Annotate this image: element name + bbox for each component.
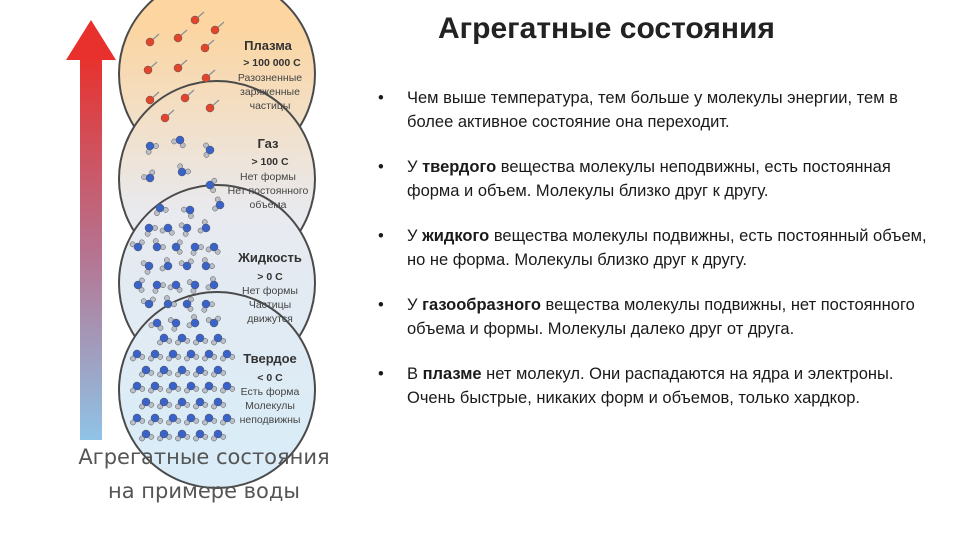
oxygen-atom	[205, 382, 213, 390]
state-name: Газ	[257, 136, 279, 151]
oxygen-atom	[196, 334, 204, 342]
oxygen-atom	[210, 319, 218, 327]
bullet-text: вещества молекулы неподвижны, есть постоянная форма и объем. Молекулы близко друг к другу.	[407, 158, 891, 200]
oxygen-atom	[178, 398, 186, 406]
oxygen-atom	[164, 262, 172, 270]
bullet-dot: •	[378, 158, 384, 176]
plasma-particle	[206, 104, 214, 112]
plasma-particle	[161, 114, 169, 122]
plasma-particle	[211, 26, 219, 34]
state-name: Жидкость	[238, 250, 302, 265]
oxygen-atom	[191, 319, 199, 327]
temperature-arrow	[66, 20, 116, 440]
plasma-particle	[144, 66, 152, 74]
oxygen-atom	[172, 281, 180, 289]
state-desc-line: неподвижны	[239, 414, 301, 426]
oxygen-atom	[223, 414, 231, 422]
oxygen-atom	[206, 181, 214, 189]
state-temp: < 0 С	[257, 372, 283, 384]
state-temp: > 100 С	[251, 156, 289, 168]
bullet-dot: •	[378, 227, 384, 245]
oxygen-atom	[153, 243, 161, 251]
state-desc-line: Разозненные	[237, 72, 303, 84]
state-desc-line: объема	[249, 199, 287, 211]
oxygen-atom	[145, 300, 153, 308]
oxygen-atom	[196, 366, 204, 374]
bullet-item	[376, 224, 936, 272]
state-desc-line: заряженные	[240, 86, 300, 98]
oxygen-atom	[160, 334, 168, 342]
oxygen-atom	[142, 366, 150, 374]
oxygen-atom	[214, 430, 222, 438]
oxygen-atom	[133, 414, 141, 422]
bullet-bold: твердого	[422, 158, 497, 176]
oxygen-atom	[146, 142, 154, 150]
oxygen-atom	[133, 382, 141, 390]
bullet-dot: •	[378, 365, 384, 383]
oxygen-atom	[153, 319, 161, 327]
state-desc-line: Нет формы	[242, 285, 298, 297]
state-desc-line: Нет формы	[240, 171, 296, 183]
bullet-dot: •	[378, 296, 384, 314]
state-name: Плазма	[244, 38, 292, 53]
state-temp: > 0 С	[257, 271, 283, 283]
oxygen-atom	[210, 243, 218, 251]
oxygen-atom	[145, 262, 153, 270]
oxygen-atom	[146, 174, 154, 182]
bullet-item	[376, 86, 936, 134]
bullet-text: У	[407, 296, 423, 314]
slide-title: Агрегатные состояния	[438, 12, 775, 45]
plasma-particle	[181, 94, 189, 102]
oxygen-atom	[187, 382, 195, 390]
plasma-particle	[146, 38, 154, 46]
oxygen-atom	[223, 382, 231, 390]
bullet-dot: •	[378, 89, 384, 107]
oxygen-atom	[151, 350, 159, 358]
plasma-particle	[191, 16, 199, 24]
oxygen-atom	[205, 414, 213, 422]
state-desc-line: Есть форма	[240, 386, 300, 398]
bullet-text: Чем выше температура, тем больше у молекулы энергии, тем в более активное состояние она переходит.	[407, 89, 898, 131]
diagram-caption-line1: Агрегатные состояния	[78, 445, 330, 469]
oxygen-atom	[145, 224, 153, 232]
oxygen-atom	[178, 334, 186, 342]
oxygen-atom	[186, 206, 194, 214]
oxygen-atom	[183, 262, 191, 270]
oxygen-atom	[160, 398, 168, 406]
plasma-particle	[174, 34, 182, 42]
bullet-text: вещества молекулы подвижны, есть постоянный объем, но не форма. Молекулы близко друг к другу.	[407, 227, 927, 269]
bullet-item	[376, 293, 936, 341]
oxygen-atom	[133, 350, 141, 358]
plasma-particle	[146, 96, 154, 104]
state-liquid-label	[237, 250, 302, 325]
state-desc-line: Частицы	[248, 299, 292, 311]
state-solid-label	[240, 351, 301, 426]
oxygen-atom	[169, 350, 177, 358]
oxygen-atom	[183, 300, 191, 308]
oxygen-atom	[169, 382, 177, 390]
oxygen-atom	[134, 243, 142, 251]
state-desc-line: Молекулы	[245, 400, 295, 412]
bullet-bold: жидкого	[422, 227, 490, 245]
state-desc-line: Нет постоянного	[227, 185, 309, 197]
oxygen-atom	[160, 366, 168, 374]
oxygen-atom	[196, 430, 204, 438]
oxygen-atom	[160, 430, 168, 438]
bullet-bold: плазме	[422, 365, 482, 383]
bullet-text: В	[407, 365, 423, 383]
oxygen-atom	[206, 146, 214, 154]
oxygen-atom	[214, 334, 222, 342]
bullet-item	[376, 362, 936, 410]
oxygen-atom	[151, 414, 159, 422]
oxygen-atom	[191, 281, 199, 289]
oxygen-atom	[134, 281, 142, 289]
oxygen-atom	[151, 382, 159, 390]
oxygen-atom	[164, 224, 172, 232]
oxygen-atom	[187, 414, 195, 422]
oxygen-atom	[169, 414, 177, 422]
oxygen-atom	[223, 350, 231, 358]
oxygen-atom	[196, 398, 204, 406]
diagram-caption-line2: на примере воды	[108, 479, 300, 503]
oxygen-atom	[216, 201, 224, 209]
bullet-bold: газообразного	[422, 296, 541, 314]
oxygen-atom	[183, 224, 191, 232]
water-states-diagram	[0, 0, 360, 540]
oxygen-atom	[202, 262, 210, 270]
oxygen-atom	[187, 350, 195, 358]
oxygen-atom	[176, 136, 184, 144]
oxygen-atom	[153, 281, 161, 289]
oxygen-atom	[178, 168, 186, 176]
oxygen-atom	[191, 243, 199, 251]
oxygen-atom	[210, 281, 218, 289]
oxygen-atom	[178, 366, 186, 374]
oxygen-atom	[172, 243, 180, 251]
oxygen-atom	[156, 204, 164, 212]
state-desc-line: движутся	[247, 313, 293, 325]
oxygen-atom	[172, 319, 180, 327]
plasma-particle	[202, 74, 210, 82]
oxygen-atom	[142, 430, 150, 438]
bullet-text: вещества молекулы подвижны, нет постоянного объема и формы. Молекулы далеко друг от друга.	[407, 296, 915, 338]
plasma-particle	[174, 64, 182, 72]
bullet-text: нет молекул. Они распадаются на ядра и электроны. Очень быстрые, никаких форм и объемов, только хардкор.	[407, 365, 894, 407]
oxygen-atom	[142, 398, 150, 406]
oxygen-atom	[178, 430, 186, 438]
state-desc-line: частицы	[249, 100, 291, 112]
state-temp: > 100 000 С	[243, 57, 301, 69]
oxygen-atom	[164, 300, 172, 308]
state-name: Твердое	[243, 351, 297, 366]
oxygen-atom	[214, 366, 222, 374]
plasma-particle	[201, 44, 209, 52]
oxygen-atom	[205, 350, 213, 358]
oxygen-atom	[202, 300, 210, 308]
oxygen-atom	[214, 398, 222, 406]
bullet-item	[376, 155, 936, 203]
bullet-text: У	[407, 227, 423, 245]
bullet-text: У	[407, 158, 423, 176]
bullet-list	[376, 86, 936, 431]
oxygen-atom	[202, 224, 210, 232]
